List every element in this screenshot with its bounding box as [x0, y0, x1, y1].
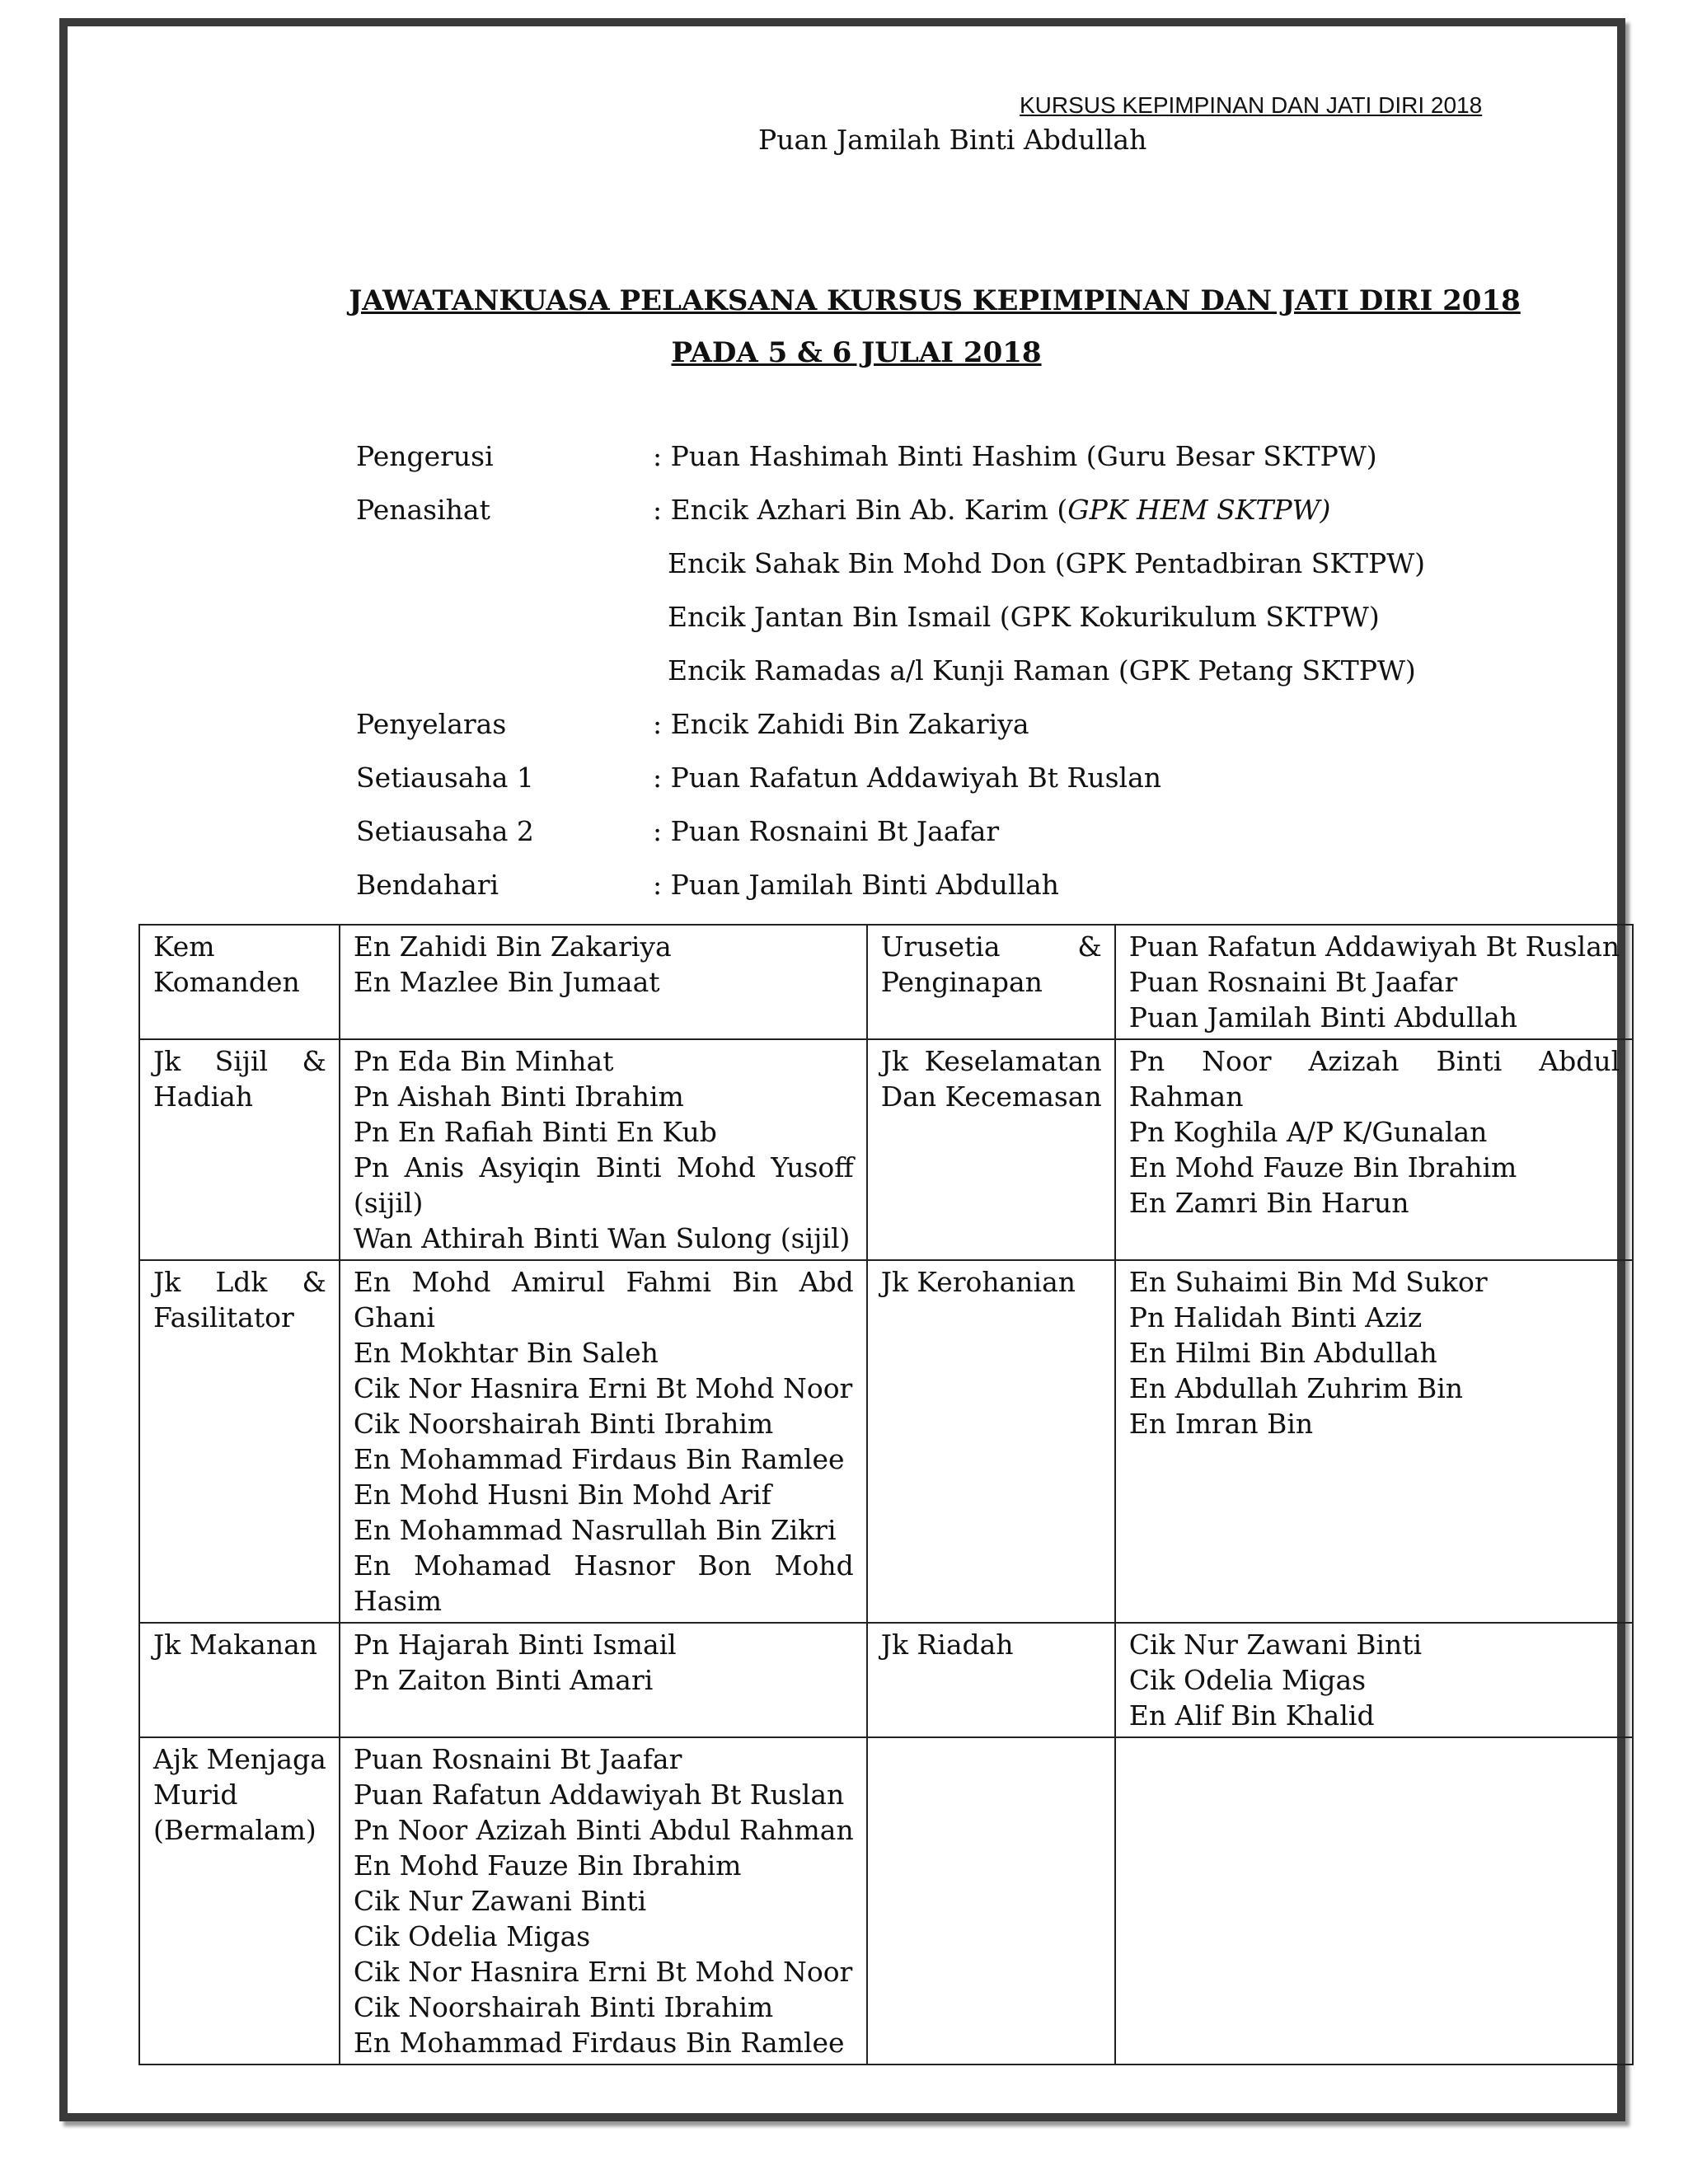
committee-name-line: Murid: [153, 1779, 238, 1811]
committee-members-cell: [340, 1260, 867, 1623]
member-name: En Alif Bin Khalid: [1128, 1699, 1375, 1732]
committee-members-cell: [1115, 1260, 1633, 1623]
member-name: Pn Noor Azizah Binti Abdul: [1128, 1045, 1620, 1077]
committee-members-cell: [340, 1623, 867, 1737]
committee-name-cell: [139, 925, 340, 1039]
committee-name-line: Penginapan: [880, 966, 1043, 998]
member-name: En Zamri Bin Harun: [1128, 1187, 1409, 1219]
committee-name-cell: [867, 925, 1115, 1039]
committee-name-line: Jk Kerohanian: [880, 1266, 1076, 1298]
member-name: Pn Noor Azizah Binti Abdul Rahman: [353, 1814, 854, 1846]
committee-name-line: Fasilitator: [153, 1301, 294, 1333]
member-name: Pn Koghila A/P K/Gunalan: [1128, 1116, 1488, 1148]
member-name: Puan Jamilah Binti Abdullah: [1128, 1001, 1518, 1033]
member-name: En Abdullah Zuhrim Bin: [1128, 1372, 1464, 1404]
document-title: JAWATANKUASA PELAKSANA KURSUS KEPIMPINAN DAN JATI DIRI 2018: [349, 284, 1521, 317]
committee-members-cell: [1115, 1039, 1633, 1260]
official-label: Pengerusi: [356, 440, 494, 472]
member-name: En Mokhtar Bin Saleh: [353, 1337, 659, 1369]
committee-name-line: Dan Kecemasan: [880, 1080, 1102, 1113]
member-name: Cik Nur Zawani Binti: [353, 1885, 647, 1917]
member-name: Cik Noorshairah Binti Ibrahim: [353, 1991, 774, 2023]
committee-row: [139, 1260, 1633, 1623]
committee-row: [139, 1039, 1633, 1260]
member-name: Puan Rafatun Addawiyah Bt Ruslan: [353, 1779, 845, 1811]
official-value: : Encik Zahidi Bin Zakariya: [653, 708, 1029, 740]
header-name: Puan Jamilah Binti Abdullah: [758, 124, 1147, 156]
member-name: Cik Noorshairah Binti Ibrahim: [353, 1408, 774, 1440]
member-name: Rahman: [1128, 1080, 1244, 1113]
member-name: Cik Odelia Migas: [353, 1920, 591, 1952]
member-name: Pn Zaiton Binti Amari: [353, 1664, 654, 1696]
member-name: En Mohd Fauze Bin Ibrahim: [1128, 1151, 1517, 1183]
member-name: Cik Nor Hasnira Erni Bt Mohd Noor: [353, 1956, 853, 1988]
member-name: Puan Rosnaini Bt Jaafar: [353, 1743, 682, 1775]
committee-name-cell: [139, 1623, 340, 1737]
member-name: Puan Rosnaini Bt Jaafar: [1128, 966, 1458, 998]
member-name: En Mohammad Firdaus Bin Ramlee: [353, 2027, 845, 2059]
official-label: Penyelaras: [356, 708, 507, 740]
committee-name-line: Ajk Menjaga: [153, 1743, 326, 1775]
official-value: : Puan Hashimah Binti Hashim (Guru Besar SKTPW): [653, 440, 1377, 472]
committee-members-cell: [340, 1737, 867, 2064]
member-name: Hasim: [353, 1585, 443, 1617]
committee-name-line: Jk Riadah: [880, 1629, 1014, 1661]
committee-members-cell: [340, 925, 867, 1039]
committee-name-line: Kem: [153, 930, 215, 963]
member-name: En Mohd Amirul Fahmi Bin Abd: [353, 1266, 854, 1298]
committee-name-line: Jk Ldk &: [153, 1266, 326, 1298]
committee-name-cell: [139, 1737, 340, 2064]
committee-name-line: Jk Keselamatan: [880, 1045, 1102, 1077]
committee-name-cell: [867, 1260, 1115, 1623]
committee-name-line: Hadiah: [153, 1080, 254, 1113]
member-name: Pn Halidah Binti Aziz: [1128, 1301, 1423, 1333]
official-value: Encik Jantan Bin Ismail (GPK Kokurikulum SKTPW): [668, 601, 1380, 633]
member-name: Cik Odelia Migas: [1128, 1664, 1367, 1696]
member-name: En Suhaimi Bin Md Sukor: [1128, 1266, 1488, 1298]
committee-row: [139, 1623, 1633, 1737]
committee-name-line: Urusetia &: [880, 930, 1102, 963]
member-name: En Mohammad Firdaus Bin Ramlee: [353, 1443, 845, 1475]
committee-row: [139, 925, 1633, 1039]
member-name: (sijil): [353, 1187, 424, 1219]
member-name: En Mohammad Nasrullah Bin Zikri: [353, 1514, 837, 1546]
committee-name-cell: [867, 1623, 1115, 1737]
member-name: Pn Hajarah Binti Ismail: [353, 1629, 677, 1661]
member-name: Ghani: [353, 1301, 435, 1333]
official-label: Setiausaha 2: [356, 815, 534, 847]
member-name: En Imran Bin: [1128, 1408, 1314, 1440]
committee-row: [139, 1737, 1633, 2064]
committee-name-cell: [867, 1737, 1115, 2064]
document-subtitle: PADA 5 & 6 JULAI 2018: [671, 336, 1042, 369]
official-value: : Encik Azhari Bin Ab. Karim (GPK HEM SKTPW): [653, 494, 1331, 526]
member-name: Pn Eda Bin Minhat: [353, 1045, 614, 1077]
official-value-italic: GPK HEM SKTPW): [1067, 494, 1331, 526]
member-name: En Mohamad Hasnor Bon Mohd: [353, 1549, 854, 1582]
committee-members-cell: [1115, 1623, 1633, 1737]
committee-name-line: Jk Sijil &: [153, 1045, 326, 1077]
official-label: Setiausaha 1: [356, 762, 534, 794]
official-value: Encik Ramadas a/l Kunji Raman (GPK Petang SKTPW): [668, 654, 1416, 687]
member-name: En Mohd Husni Bin Mohd Arif: [353, 1479, 771, 1511]
member-name: Puan Rafatun Addawiyah Bt Ruslan: [1128, 930, 1620, 963]
committee-name-cell: [139, 1260, 340, 1623]
official-value: : Puan Rosnaini Bt Jaafar: [653, 815, 1000, 847]
member-name: Wan Athirah Binti Wan Sulong (sijil): [353, 1222, 851, 1254]
official-value: Encik Sahak Bin Mohd Don (GPK Pentadbiran SKTPW): [668, 547, 1425, 579]
member-name: Pn En Rafiah Binti En Kub: [353, 1116, 717, 1148]
member-name: Pn Aishah Binti Ibrahim: [353, 1080, 684, 1113]
committee-members-cell: [340, 1039, 867, 1260]
official-label: Bendahari: [356, 869, 499, 901]
committee-name-line: Jk Makanan: [153, 1629, 318, 1661]
committee-name-cell: [867, 1039, 1115, 1260]
official-value: : Puan Jamilah Binti Abdullah: [653, 869, 1059, 901]
member-name: Cik Nor Hasnira Erni Bt Mohd Noor: [353, 1372, 853, 1404]
committee-name-line: (Bermalam): [153, 1814, 316, 1846]
member-name: En Mazlee Bin Jumaat: [353, 966, 660, 998]
official-label: Penasihat: [356, 494, 490, 526]
committee-name-line: Komanden: [153, 966, 300, 998]
member-name: Pn Anis Asyiqin Binti Mohd Yusoff: [353, 1151, 854, 1183]
member-name: Cik Nur Zawani Binti: [1128, 1629, 1423, 1661]
committee-members-cell: [1115, 925, 1633, 1039]
member-name: En Mohd Fauze Bin Ibrahim: [353, 1849, 742, 1882]
member-name: En Hilmi Bin Abdullah: [1128, 1337, 1437, 1369]
committee-table: [138, 924, 1634, 2065]
committee-name-cell: [139, 1039, 340, 1260]
official-value: : Puan Rafatun Addawiyah Bt Ruslan: [653, 762, 1162, 794]
member-name: En Zahidi Bin Zakariya: [353, 930, 672, 963]
page-header: KURSUS KEPIMPINAN DAN JATI DIRI 2018: [1020, 92, 1483, 118]
committee-members-cell: [1115, 1737, 1633, 2064]
